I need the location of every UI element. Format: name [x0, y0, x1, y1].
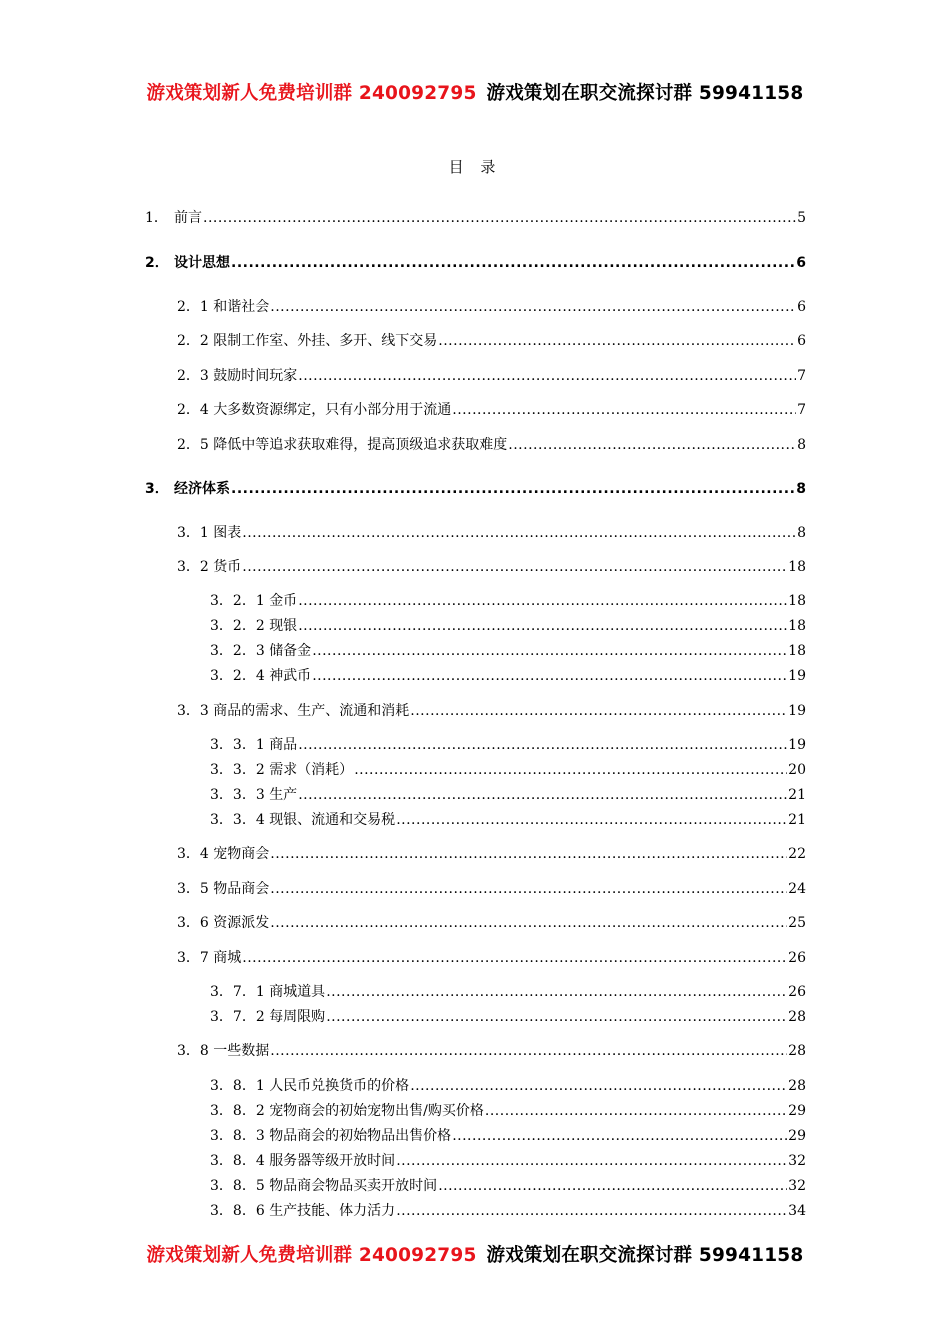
toc-entry-page: 29: [788, 1128, 806, 1144]
banner-newbie-group: 游戏策划新人免费培训群 240092795: [146, 1245, 477, 1266]
toc-entry-3-7-1[interactable]: [210, 983, 806, 1001]
toc-entry-number: 3．1: [177, 525, 209, 541]
toc-entry-number: 3．6: [177, 915, 209, 931]
toc-entry-text: 经济体系: [174, 481, 230, 497]
toc-entry-page: 7: [797, 402, 806, 418]
toc-entry-number: 3．8．4: [210, 1153, 265, 1169]
toc-entry-3-3-3[interactable]: [210, 786, 806, 804]
toc-leader-dots: [242, 949, 787, 967]
toc-entry-text: 一些数据: [213, 1043, 270, 1059]
toc-leader-dots: [410, 702, 787, 720]
toc-entry-page: 8: [797, 525, 806, 541]
toc-entry-number: 2．2: [177, 333, 209, 349]
toc-entry-number: 3．3．3: [210, 787, 265, 803]
toc-entry-text: 和谐社会: [213, 299, 270, 315]
toc-leader-dots: [298, 367, 796, 385]
header-banner: [0, 79, 950, 105]
toc-leader-dots: [270, 1042, 787, 1060]
toc-entry-number: 2．4: [177, 402, 209, 418]
toc-leader-dots: [396, 811, 787, 829]
toc-leader-dots: [452, 401, 796, 419]
toc-entry-text: 货币: [213, 559, 242, 575]
toc-entry-page: 32: [788, 1153, 806, 1169]
toc-leader-dots: [270, 880, 787, 898]
toc-entry-page: 32: [788, 1178, 806, 1194]
toc-entry-page: 22: [788, 846, 806, 862]
toc-entry-number: 3．7．1: [210, 984, 265, 1000]
toc-entry-number: 3．8．3: [210, 1128, 265, 1144]
toc-entry-number: 3．7．2: [210, 1009, 265, 1025]
toc-entry-page: 19: [788, 703, 806, 719]
toc-entry-page: 34: [788, 1203, 806, 1219]
toc-leader-dots: [452, 1127, 787, 1145]
toc-leader-dots: [298, 786, 787, 804]
toc-entry-text: 鼓励时间玩家: [213, 368, 298, 384]
toc-entry-text: 宠物商会: [213, 846, 270, 862]
toc-entry-page: 6: [797, 333, 806, 349]
toc-entry-page: 26: [788, 984, 806, 1000]
toc-entry-3-7[interactable]: [177, 949, 806, 967]
toc-entry-page: 28: [788, 1078, 806, 1094]
toc-leader-dots: [354, 761, 787, 779]
toc-leader-dots: [242, 558, 787, 576]
toc-entry-3-4[interactable]: [177, 845, 806, 863]
toc-entry-economy[interactable]: [145, 480, 806, 498]
toc-entry-text: 人民币兑换货币的价格: [269, 1078, 410, 1094]
toc-entry-3-3-2[interactable]: [210, 761, 806, 779]
toc-entry-2-4[interactable]: [177, 401, 806, 419]
toc-entry-text: 服务器等级开放时间: [269, 1153, 396, 1169]
toc-entry-number: 3．2．1: [210, 593, 265, 609]
toc-entry-text: 前言: [174, 210, 202, 226]
banner-pro-group: 游戏策划在职交流探讨群 59941158: [486, 83, 804, 104]
toc-entry-text: 生产: [269, 787, 298, 803]
toc-entry-number: 3．8．5: [210, 1178, 265, 1194]
toc-entry-page: 28: [788, 1009, 806, 1025]
toc-leader-dots: [410, 1077, 787, 1095]
toc-entry-number: 3．3．4: [210, 812, 265, 828]
toc-entry-number: 1．: [145, 210, 168, 226]
toc-entry-page: 18: [788, 559, 806, 575]
toc-entry-text: 需求（消耗）: [269, 762, 354, 778]
toc-entry-design-ideas[interactable]: [145, 254, 806, 272]
toc-leader-dots: [326, 1008, 787, 1026]
toc-entry-page: 5: [797, 210, 806, 226]
toc-leader-dots: [298, 736, 787, 754]
toc-entry-3-5[interactable]: [177, 880, 806, 898]
toc-entry-page: 18: [788, 643, 806, 659]
toc-entry-text: 神武币: [269, 668, 312, 684]
toc-entry-text: 物品商会的初始物品出售价格: [269, 1128, 452, 1144]
toc-entry-3-2[interactable]: [177, 558, 806, 576]
toc-entry-page: 18: [788, 618, 806, 634]
toc-entry-number: 3．7: [177, 950, 209, 966]
toc-entry-3-8-3[interactable]: [210, 1127, 806, 1145]
toc-entry-page: 21: [788, 812, 806, 828]
toc-entry-3-3-4[interactable]: [210, 811, 806, 829]
toc-entry-3-6[interactable]: [177, 914, 806, 932]
toc-entry-text: 资源派发: [213, 915, 270, 931]
toc-entry-text: 金币: [269, 593, 298, 609]
toc-entry-3-2-2[interactable]: [210, 617, 806, 635]
toc-entry-number: 2．1: [177, 299, 209, 315]
toc-entry-text: 商品的需求、生产、流通和消耗: [213, 703, 410, 719]
toc-entry-3-3[interactable]: [177, 702, 806, 720]
toc-entry-text: 物品商会: [213, 881, 270, 897]
toc-entry-page: 8: [797, 437, 806, 453]
toc-leader-dots: [298, 617, 787, 635]
toc-entry-number: 3．2．2: [210, 618, 265, 634]
toc-entry-text: 现银: [269, 618, 298, 634]
toc-entry-3-8-4[interactable]: [210, 1152, 806, 1170]
toc-entry-page: 25: [788, 915, 806, 931]
toc-leader-dots: [242, 524, 796, 542]
toc-entry-page: 19: [788, 668, 806, 684]
toc-entry-page: 19: [788, 737, 806, 753]
toc-entry-page: 20: [788, 762, 806, 778]
toc-entry-page: 24: [788, 881, 806, 897]
toc-entry-page: 6: [797, 299, 806, 315]
toc-entry-2-3[interactable]: [177, 367, 806, 385]
banner-newbie-group: 游戏策划新人免费培训群 240092795: [146, 83, 477, 104]
toc-entry-text: 生产技能、体力活力: [269, 1203, 396, 1219]
toc-leader-dots: [508, 436, 796, 454]
toc-entry-text: 降低中等追求获取难得，提高顶级追求获取难度: [213, 437, 508, 453]
toc-leader-dots: [298, 592, 787, 610]
toc-entry-number: 3．4: [177, 846, 209, 862]
toc-entry-number: 3．8．1: [210, 1078, 265, 1094]
toc-entry-3-8[interactable]: [177, 1042, 806, 1060]
toc-entry-text: 物品商会物品买卖开放时间: [269, 1178, 438, 1194]
toc-leader-dots: [270, 914, 787, 932]
toc-entry-number: 2．3: [177, 368, 209, 384]
toc-leader-dots: [270, 845, 787, 863]
toc-entry-3-2-1[interactable]: [210, 592, 806, 610]
toc-entry-3-8-6[interactable]: [210, 1202, 806, 1220]
toc-entry-number: 3．8．2: [210, 1103, 265, 1119]
toc-leader-dots: [231, 480, 795, 498]
toc-entry-page: 6: [796, 255, 806, 271]
toc-entry-number: 3．2．4: [210, 668, 265, 684]
toc-entry-3-2-3[interactable]: [210, 642, 806, 660]
toc-leader-dots: [312, 667, 787, 685]
toc-entry-3-3-1[interactable]: [210, 736, 806, 754]
toc-entry-text: 储备金: [269, 643, 312, 659]
toc-leader-dots: [396, 1202, 787, 1220]
toc-entry-page: 29: [788, 1103, 806, 1119]
toc-leader-dots: [203, 209, 796, 227]
toc-entry-page: 26: [788, 950, 806, 966]
toc-leader-dots: [485, 1102, 787, 1120]
toc-leader-dots: [312, 642, 787, 660]
toc-entry-page: 7: [797, 368, 806, 384]
toc-entry-text: 商城道具: [269, 984, 326, 1000]
toc-leader-dots: [270, 298, 796, 316]
toc-entry-text: 限制工作室、外挂、多开、线下交易: [213, 333, 438, 349]
toc-entry-2-2[interactable]: [177, 332, 806, 350]
toc-entry-preface[interactable]: [145, 209, 806, 227]
toc-entry-text: 设计思想: [174, 255, 230, 271]
toc-entry-number: 3．8．6: [210, 1203, 265, 1219]
toc-title: 目 录: [448, 158, 502, 176]
toc-entry-number: 3．8: [177, 1043, 209, 1059]
toc-entry-text: 宠物商会的初始宠物出售/购买价格: [269, 1103, 484, 1119]
toc-entry-page: 28: [788, 1043, 806, 1059]
toc-entry-page: 8: [796, 481, 806, 497]
toc-entry-number: 3．2: [177, 559, 209, 575]
toc-entry-2-5[interactable]: [177, 436, 806, 454]
toc-entry-page: 18: [788, 593, 806, 609]
toc-entry-3-1[interactable]: [177, 524, 806, 542]
toc-entry-number: 3．2．3: [210, 643, 265, 659]
toc-entry-number: 3．: [145, 481, 169, 497]
toc-leader-dots: [438, 1177, 787, 1195]
toc-entry-3-8-5[interactable]: [210, 1177, 806, 1195]
toc-leader-dots: [396, 1152, 787, 1170]
toc-entry-page: 21: [788, 787, 806, 803]
toc-leader-dots: [231, 254, 795, 272]
toc-leader-dots: [438, 332, 796, 350]
banner-pro-group: 游戏策划在职交流探讨群 59941158: [486, 1245, 804, 1266]
toc-entry-3-2-4[interactable]: [210, 667, 806, 685]
toc-entry-number: 2．: [145, 255, 169, 271]
toc-entry-number: 3．5: [177, 881, 209, 897]
toc-entry-number: 3．3．1: [210, 737, 265, 753]
toc-entry-text: 每周限购: [269, 1009, 326, 1025]
toc-entry-3-8-2[interactable]: [210, 1102, 806, 1120]
toc-entry-text: 商品: [269, 737, 298, 753]
toc-entry-text: 商城: [213, 950, 242, 966]
toc-entry-3-7-2[interactable]: [210, 1008, 806, 1026]
toc-entry-text: 大多数资源绑定，只有小部分用于流通: [213, 402, 452, 418]
toc-entry-number: 2．5: [177, 437, 209, 453]
toc-entry-text: 图表: [213, 525, 242, 541]
toc-entry-number: 3．3: [177, 703, 209, 719]
toc-leader-dots: [326, 983, 787, 1001]
toc-entry-number: 3．3．2: [210, 762, 265, 778]
toc-entry-2-1[interactable]: [177, 298, 806, 316]
footer-banner: [0, 1241, 950, 1267]
toc-entry-3-8-1[interactable]: [210, 1077, 806, 1095]
toc-entry-text: 现银、流通和交易税: [269, 812, 396, 828]
